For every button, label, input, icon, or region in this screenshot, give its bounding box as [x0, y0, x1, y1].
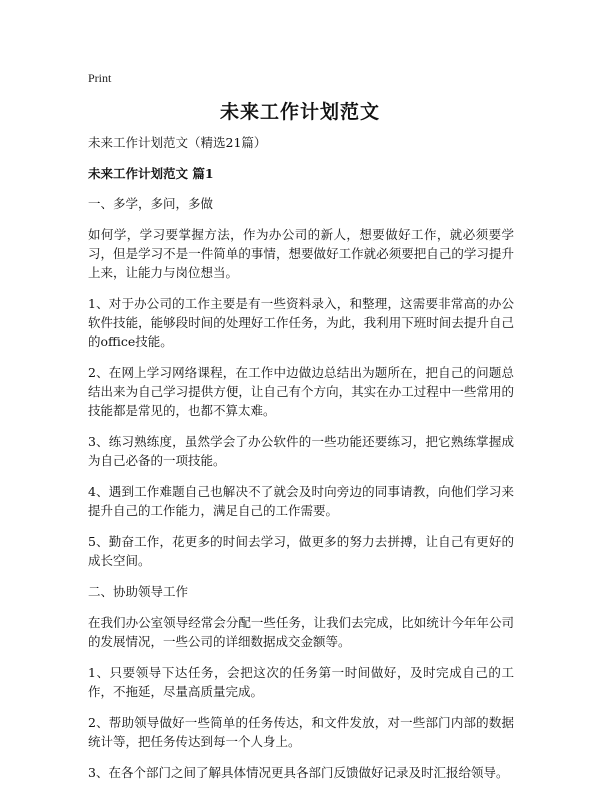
- paragraph: 1、只要领导下达任务，会把这次的任务第一时间做好，及时完成自己的工作，不拖延，尽量高质量完成。: [88, 665, 514, 699]
- paragraph: 2、在网上学习网络课程，在工作中边做边总结出为题所在，把自己的问题总结出来为自己学习提供方便，让自己有个方向，其实在办工过程中一些常用的技能都是常见的，也都不算太难。: [88, 365, 514, 418]
- document-body: [88, 134, 514, 794]
- paragraph: 2、帮助领导做好一些简单的任务传达，和文件发放，对一些部门内部的数据统计等，把任务传达到每一个人身上。: [88, 715, 514, 749]
- paragraph: 如何学，学习要掌握方法，作为办公司的新人，想要做好工作，就必须要学习，但是学习不是一件简单的事情，想要做好工作就必须要把自己的学习提升上来，让能力与岗位想当。: [88, 227, 514, 280]
- paragraph: 5、勤奋工作，花更多的时间去学习，做更多的努力去拼搏，让自己有更好的成长空间。: [88, 534, 514, 568]
- paragraph: 4、遇到工作难题自己也解决不了就会及时向旁边的同事请教，向他们学习来提升自己的工作能力，满足自己的工作需要。: [88, 484, 514, 518]
- paragraph: 在我们办公室领导经常会分配一些任务，让我们去完成，比如统计今年年公司的发展情况，一些公司的详细数据成交金额等。: [88, 615, 514, 649]
- paragraph-heading-1: 一、多学，多问，多做: [88, 196, 214, 211]
- paragraph: 1、对于办公司的工作主要是有一些资料录入，和整理，这需要非常高的办公软件技能，能够段时间的处理好工作任务，为此，我利用下班时间去提升自己的office技能。: [88, 296, 514, 349]
- section-heading: 未来工作计划范文 篇1: [88, 166, 214, 181]
- document-title: 未来工作计划范文: [219, 101, 380, 123]
- paragraph-heading-2: 二、协助领导工作: [88, 584, 189, 599]
- paragraph: 3、在各个部门之间了解具体情况更具各部门反馈做好记录及时汇报给领导。: [88, 765, 509, 780]
- print-label[interactable]: Print: [88, 71, 112, 85]
- paragraph: 3、练习熟练度，虽然学会了办公软件的一些功能还要练习，把它熟练掌握成为自己必备的一项技能。: [88, 434, 514, 468]
- document-subtitle: 未来工作计划范文（精选21篇）: [88, 135, 267, 150]
